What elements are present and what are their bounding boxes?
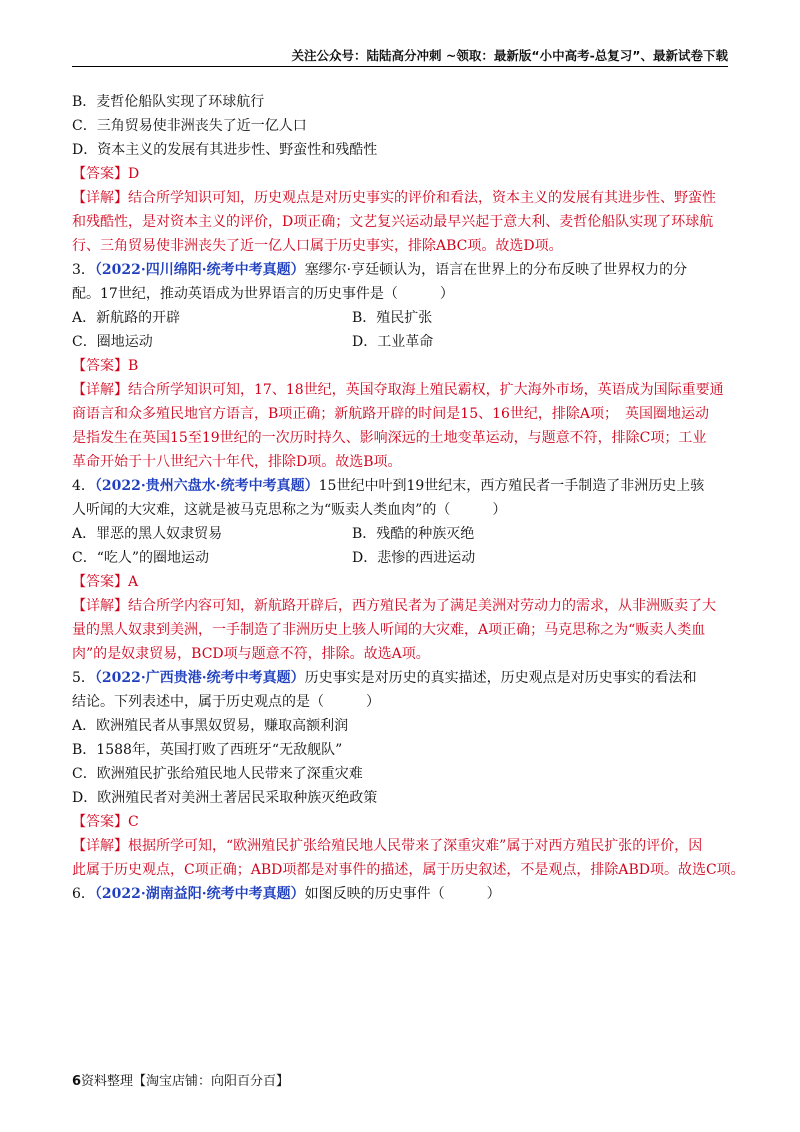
q3-source: （2022·四川绵阳·统考中考真题） (94, 262, 305, 278)
q4-number: 4． (72, 478, 95, 494)
q4-answer: 【答案】A (72, 574, 139, 590)
question-6 (72, 882, 732, 906)
q4-detail-line: 量的黑人奴隶到美洲，一手制造了非洲历史上骇人听闻的大灾难，A项正确；马克思称之为“贩卖人类血 (72, 622, 706, 638)
q3-stem: 塞缪尔·亨廷顿认为，语言在世界上的分布反映了世界权力的分 (304, 262, 688, 278)
q4-option-b: B．残酷的种族灭绝 (352, 526, 475, 542)
q3-detail-line: 革命开始于十八世纪六十年代，排除D项。故选B项。 (72, 454, 402, 470)
q3-detail-line: 【详解】结合所学知识可知，17、18世纪，英国夺取海上殖民霸权，扩大海外市场，英语成为国际重要通 (72, 382, 724, 398)
question-5 (72, 666, 745, 882)
q4-detail-line: 【详解】结合所学内容可知，新航路开辟后，西方殖民者为了满足美洲对劳动力的需求，从非洲贩卖了大 (72, 598, 716, 614)
q3-option-b: B．殖民扩张 (352, 310, 433, 326)
footer-text: 资料整理【淘宝店铺：向阳百分百】 (81, 1074, 290, 1089)
q2-detail-line: 和残酷性，是对资本主义的评价，D项正确；文艺复兴运动最早兴起于意大利、麦哲伦船队实现了环球航 (72, 214, 714, 230)
q5-option-b: B．1588年，英国打败了西班牙“无敌舰队” (72, 742, 343, 758)
q3-detail-line: 是指发生在英国15至19世纪的一次历时持久、影响深远的土地变革运动，与题意不符，排除C项；工业 (72, 430, 707, 446)
q3-stem-continued: 配。17世纪，推动英语成为世界语言的历史事件是（ ） (72, 286, 454, 302)
q4-stem-continued: 人听闻的大灾难，这就是被马克思称之为“贩卖人类血肉”的（ ） (72, 502, 507, 518)
q6-number: 6． (72, 886, 95, 902)
q4-option-a: A．罪恶的黑人奴隶贸易 (72, 526, 223, 542)
q5-source: （2022·广西贵港·统考中考真题） (94, 670, 305, 686)
q2-detail-line: 行、三角贸易使非洲丧失了近一亿人口属于历史事实，排除ABC项。故选D项。 (72, 238, 563, 254)
q4-option-d: D．悲惨的西进运动 (352, 550, 476, 566)
q5-stem: 历史事实是对历史的真实描述，历史观点是对历史事实的看法和 (304, 670, 697, 686)
q5-answer: 【答案】C (72, 814, 139, 830)
q2-answer: 【答案】D (72, 166, 140, 182)
q4-stem: 15世纪中叶到19世纪末，西方殖民者一手制造了非洲历史上骇 (318, 478, 705, 494)
page-header: 关注公众号：陆陆高分冲刺 ~领取：最新版“小中高考-总复习”、最新试卷下载 (291, 48, 728, 63)
q5-option-a: A．欧洲殖民者从事黑奴贸易，赚取高额利润 (72, 718, 349, 734)
q4-source: （2022·贵州六盘水·统考中考真题） (94, 478, 319, 494)
header-divider (72, 66, 728, 67)
q3-number: 3． (72, 262, 95, 278)
document-body (72, 90, 745, 906)
q5-stem-continued: 结论。下列表述中，属于历史观点的是（ ） (72, 694, 380, 710)
q3-answer: 【答案】B (72, 358, 139, 374)
q3-option-d: D．工业革命 (352, 334, 434, 350)
q3-option-c: C．圈地运动 (72, 334, 153, 350)
q3-detail-line: 商语言和众多殖民地官方语言，B项正确；新航路开辟的时间是15、16世纪，排除A项； 英国圈地运动 (72, 406, 710, 422)
q6-source: （2022·湖南益阳·统考中考真题） (94, 886, 305, 902)
question-4 (72, 474, 732, 666)
q4-detail-line: 肉”的是奴隶贸易，BCD项与题意不符，排除。故选A项。 (72, 646, 430, 662)
page-footer (72, 1070, 289, 1089)
q2-option-b: B．麦哲伦船队实现了环球航行 (72, 94, 265, 110)
q2-option-c: C．三角贸易使非洲丧失了近一亿人口 (72, 118, 307, 134)
q5-detail-line: 此属于历史观点，C项正确；ABD项都是对事件的描述，属于历史叙述，不是观点，排除ABD项。故选C项。 (72, 862, 745, 878)
q5-number: 5． (72, 670, 95, 686)
q2-detail-line: 【详解】结合所学知识可知，历史观点是对历史事实的评价和看法，资本主义的发展有其进步性、野蛮性 (72, 190, 716, 206)
page-number: 6 (72, 1074, 82, 1089)
question-3 (72, 258, 732, 474)
q3-option-a: A．新航路的开辟 (72, 310, 181, 326)
q5-option-c: C．欧洲殖民扩张给殖民地人民带来了深重灾难 (72, 766, 363, 782)
q5-detail-line: 【详解】根据所学可知，“欧洲殖民扩张给殖民地人民带来了深重灾难”属于对西方殖民扩张的评价，因 (72, 838, 703, 854)
question-2 (72, 90, 732, 258)
q2-option-d: D．资本主义的发展有其进步性、野蛮性和残酷性 (72, 142, 378, 158)
q6-stem: 如图反映的历史事件（ ） (304, 886, 501, 902)
q5-option-d: D．欧洲殖民者对美洲土著居民采取种族灭绝政策 (72, 790, 378, 806)
q4-option-c: C．“吃人”的圈地运动 (72, 550, 210, 566)
